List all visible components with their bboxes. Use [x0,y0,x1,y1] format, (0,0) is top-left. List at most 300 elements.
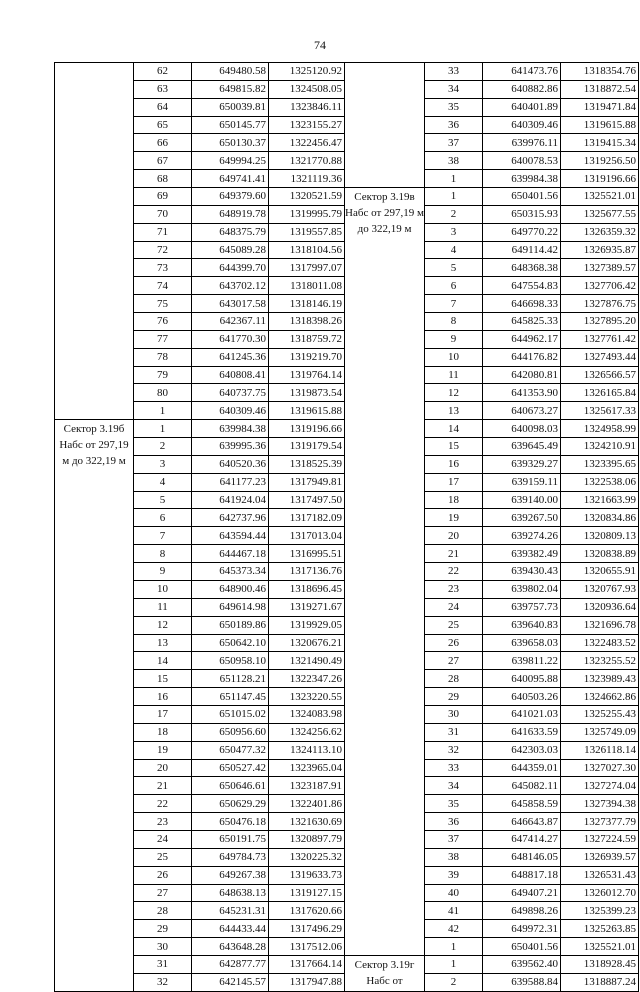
x-coordinate-cell: 648900.46 [192,580,269,598]
y-coordinate-cell: 1319557.85 [269,223,345,241]
x-coordinate-cell: 639757.73 [483,598,561,616]
point-number-cell: 19 [425,509,483,527]
point-number-cell: 70 [134,205,192,223]
point-number-cell: 1 [425,938,483,956]
x-coordinate-cell: 649741.41 [192,170,269,188]
x-coordinate-cell: 650629.29 [192,795,269,813]
y-coordinate-cell: 1317997.07 [269,259,345,277]
y-coordinate-cell: 1321490.49 [269,652,345,670]
point-number-cell: 15 [425,438,483,456]
x-coordinate-cell: 640309.46 [483,116,561,134]
point-number-cell: 34 [425,80,483,98]
y-coordinate-cell: 1324256.62 [269,723,345,741]
x-coordinate-cell: 639976.11 [483,134,561,152]
point-number-cell: 19 [134,741,192,759]
y-coordinate-cell: 1320521.59 [269,188,345,206]
x-coordinate-cell: 645825.33 [483,313,561,331]
point-number-cell: 25 [425,616,483,634]
x-coordinate-cell: 641353.90 [483,384,561,402]
x-coordinate-cell: 639640.83 [483,616,561,634]
x-coordinate-cell: 639811.22 [483,652,561,670]
x-coordinate-cell: 649784.73 [192,848,269,866]
point-number-cell: 10 [425,348,483,366]
x-coordinate-cell: 649267.38 [192,866,269,884]
point-number-cell: 33 [425,63,483,81]
x-coordinate-cell: 639802.04 [483,580,561,598]
point-number-cell: 26 [134,866,192,884]
x-coordinate-cell: 639329.27 [483,455,561,473]
sector-label: Сектор 3.19в Набс от 297,19 м до 322,19 м [345,188,425,956]
x-coordinate-cell: 640095.88 [483,670,561,688]
x-coordinate-cell: 649480.58 [192,63,269,81]
y-coordinate-cell: 1322456.47 [269,134,345,152]
x-coordinate-cell: 642080.81 [483,366,561,384]
x-coordinate-cell: 640503.26 [483,688,561,706]
point-number-cell: 24 [425,598,483,616]
point-number-cell: 2 [134,438,192,456]
point-number-cell: 77 [134,330,192,348]
point-number-cell: 36 [425,813,483,831]
x-coordinate-cell: 639645.49 [483,438,561,456]
point-number-cell: 29 [425,688,483,706]
point-number-cell: 15 [134,670,192,688]
point-number-cell: 1 [425,188,483,206]
x-coordinate-cell: 650642.10 [192,634,269,652]
point-number-cell: 2 [425,973,483,991]
y-coordinate-cell: 1327389.57 [561,259,639,277]
y-coordinate-cell: 1320834.86 [561,509,639,527]
y-coordinate-cell: 1326531.43 [561,866,639,884]
point-number-cell: 74 [134,277,192,295]
point-number-cell: 35 [425,98,483,116]
table-row [345,188,639,206]
x-coordinate-cell: 650145.77 [192,116,269,134]
x-coordinate-cell: 643594.44 [192,527,269,545]
y-coordinate-cell: 1320809.13 [561,527,639,545]
y-coordinate-cell: 1321663.99 [561,491,639,509]
point-number-cell: 12 [425,384,483,402]
y-coordinate-cell: 1319873.54 [269,384,345,402]
point-number-cell: 4 [425,241,483,259]
x-coordinate-cell: 650956.60 [192,723,269,741]
x-coordinate-cell: 639382.49 [483,545,561,563]
y-coordinate-cell: 1317664.14 [269,955,345,973]
point-number-cell: 5 [134,491,192,509]
x-coordinate-cell: 651147.45 [192,688,269,706]
y-coordinate-cell: 1319256.50 [561,152,639,170]
y-coordinate-cell: 1318759.72 [269,330,345,348]
x-coordinate-cell: 641473.76 [483,63,561,81]
table-row [55,63,345,81]
point-number-cell: 1 [134,402,192,420]
y-coordinate-cell: 1324113.10 [269,741,345,759]
x-coordinate-cell: 650315.93 [483,205,561,223]
y-coordinate-cell: 1325399.23 [561,902,639,920]
point-number-cell: 5 [425,259,483,277]
point-number-cell: 17 [425,473,483,491]
y-coordinate-cell: 1326359.32 [561,223,639,241]
point-number-cell: 69 [134,188,192,206]
x-coordinate-cell: 649407.21 [483,884,561,902]
point-number-cell: 14 [134,652,192,670]
point-number-cell: 22 [134,795,192,813]
y-coordinate-cell: 1317136.76 [269,563,345,581]
point-number-cell: 76 [134,313,192,331]
y-coordinate-cell: 1320838.89 [561,545,639,563]
point-number-cell: 1 [134,420,192,438]
x-coordinate-cell: 640673.27 [483,402,561,420]
y-coordinate-cell: 1322347.26 [269,670,345,688]
y-coordinate-cell: 1327895.20 [561,313,639,331]
point-number-cell: 26 [425,634,483,652]
point-number-cell: 42 [425,920,483,938]
y-coordinate-cell: 1324083.98 [269,705,345,723]
x-coordinate-cell: 644962.17 [483,330,561,348]
point-number-cell: 27 [134,884,192,902]
y-coordinate-cell: 1325617.33 [561,402,639,420]
y-coordinate-cell: 1327394.38 [561,795,639,813]
point-number-cell: 14 [425,420,483,438]
y-coordinate-cell: 1319764.14 [269,366,345,384]
point-number-cell: 73 [134,259,192,277]
x-coordinate-cell: 640401.89 [483,98,561,116]
x-coordinate-cell: 646698.33 [483,295,561,313]
x-coordinate-cell: 641177.23 [192,473,269,491]
y-coordinate-cell: 1321119.36 [269,170,345,188]
coordinates-table-left [54,62,345,992]
x-coordinate-cell: 643702.12 [192,277,269,295]
y-coordinate-cell: 1320897.79 [269,830,345,848]
point-number-cell: 78 [134,348,192,366]
x-coordinate-cell: 640882.86 [483,80,561,98]
y-coordinate-cell: 1320767.93 [561,580,639,598]
point-number-cell: 35 [425,795,483,813]
point-number-cell: 33 [425,759,483,777]
x-coordinate-cell: 644433.44 [192,920,269,938]
x-coordinate-cell: 640078.53 [483,152,561,170]
point-number-cell: 20 [134,759,192,777]
x-coordinate-cell: 647414.27 [483,830,561,848]
x-coordinate-cell: 640520.36 [192,455,269,473]
point-number-cell: 9 [134,563,192,581]
point-number-cell: 11 [425,366,483,384]
x-coordinate-cell: 639995.36 [192,438,269,456]
y-coordinate-cell: 1317013.04 [269,527,345,545]
point-number-cell: 39 [425,866,483,884]
x-coordinate-cell: 640737.75 [192,384,269,402]
x-coordinate-cell: 649815.82 [192,80,269,98]
point-number-cell: 34 [425,777,483,795]
y-coordinate-cell: 1323395.65 [561,455,639,473]
x-coordinate-cell: 644399.70 [192,259,269,277]
x-coordinate-cell: 650958.10 [192,652,269,670]
y-coordinate-cell: 1317496.29 [269,920,345,938]
x-coordinate-cell: 641770.30 [192,330,269,348]
x-coordinate-cell: 639562.40 [483,955,561,973]
y-coordinate-cell: 1326939.57 [561,848,639,866]
y-coordinate-cell: 1320936.64 [561,598,639,616]
x-coordinate-cell: 649770.22 [483,223,561,241]
table-row [55,420,345,438]
point-number-cell: 7 [425,295,483,313]
x-coordinate-cell: 649994.25 [192,152,269,170]
y-coordinate-cell: 1317947.88 [269,973,345,991]
y-coordinate-cell: 1319929.05 [269,616,345,634]
x-coordinate-cell: 639984.38 [192,420,269,438]
y-coordinate-cell: 1326566.57 [561,366,639,384]
y-coordinate-cell: 1325521.01 [561,938,639,956]
x-coordinate-cell: 644467.18 [192,545,269,563]
x-coordinate-cell: 642367.11 [192,313,269,331]
x-coordinate-cell: 650527.42 [192,759,269,777]
y-coordinate-cell: 1323187.91 [269,777,345,795]
y-coordinate-cell: 1325120.92 [269,63,345,81]
y-coordinate-cell: 1324958.99 [561,420,639,438]
x-coordinate-cell: 648146.05 [483,848,561,866]
point-number-cell: 6 [425,277,483,295]
x-coordinate-cell: 639588.84 [483,973,561,991]
y-coordinate-cell: 1322401.86 [269,795,345,813]
x-coordinate-cell: 641021.03 [483,705,561,723]
point-number-cell: 8 [425,313,483,331]
point-number-cell: 63 [134,80,192,98]
y-coordinate-cell: 1317512.06 [269,938,345,956]
x-coordinate-cell: 640098.03 [483,420,561,438]
y-coordinate-cell: 1318525.39 [269,455,345,473]
point-number-cell: 3 [425,223,483,241]
x-coordinate-cell: 649379.60 [192,188,269,206]
point-number-cell: 40 [425,884,483,902]
y-coordinate-cell: 1327027.30 [561,759,639,777]
point-number-cell: 38 [425,152,483,170]
y-coordinate-cell: 1323255.52 [561,652,639,670]
x-coordinate-cell: 650130.37 [192,134,269,152]
y-coordinate-cell: 1319179.54 [269,438,345,456]
x-coordinate-cell: 640309.46 [192,402,269,420]
x-coordinate-cell: 641245.36 [192,348,269,366]
y-coordinate-cell: 1322483.52 [561,634,639,652]
point-number-cell: 31 [425,723,483,741]
x-coordinate-cell: 642877.77 [192,955,269,973]
y-coordinate-cell: 1318928.45 [561,955,639,973]
point-number-cell: 18 [134,723,192,741]
point-number-cell: 17 [134,705,192,723]
point-number-cell: 16 [425,455,483,473]
x-coordinate-cell: 650039.81 [192,98,269,116]
y-coordinate-cell: 1321770.88 [269,152,345,170]
point-number-cell: 31 [134,955,192,973]
point-number-cell: 6 [134,509,192,527]
x-coordinate-cell: 643648.28 [192,938,269,956]
x-coordinate-cell: 639267.50 [483,509,561,527]
y-coordinate-cell: 1324662.86 [561,688,639,706]
point-number-cell: 65 [134,116,192,134]
y-coordinate-cell: 1326935.87 [561,241,639,259]
x-coordinate-cell: 639140.00 [483,491,561,509]
y-coordinate-cell: 1321696.78 [561,616,639,634]
point-number-cell: 28 [425,670,483,688]
x-coordinate-cell: 650477.32 [192,741,269,759]
y-coordinate-cell: 1327706.42 [561,277,639,295]
y-coordinate-cell: 1319196.66 [269,420,345,438]
point-number-cell: 23 [134,813,192,831]
point-number-cell: 18 [425,491,483,509]
y-coordinate-cell: 1323220.55 [269,688,345,706]
x-coordinate-cell: 648375.79 [192,223,269,241]
y-coordinate-cell: 1319615.88 [561,116,639,134]
point-number-cell: 72 [134,241,192,259]
point-number-cell: 21 [134,777,192,795]
x-coordinate-cell: 649614.98 [192,598,269,616]
y-coordinate-cell: 1320225.32 [269,848,345,866]
point-number-cell: 23 [425,580,483,598]
x-coordinate-cell: 650191.75 [192,830,269,848]
y-coordinate-cell: 1323155.27 [269,116,345,134]
sector-label: Сектор 3.19б Набс от 297,19 м до 322,19 м [55,420,134,992]
x-coordinate-cell: 645858.59 [483,795,561,813]
x-coordinate-cell: 642737.96 [192,509,269,527]
y-coordinate-cell: 1318104.56 [269,241,345,259]
point-number-cell: 71 [134,223,192,241]
point-number-cell: 75 [134,295,192,313]
point-number-cell: 25 [134,848,192,866]
y-coordinate-cell: 1318354.76 [561,63,639,81]
point-number-cell: 27 [425,652,483,670]
y-coordinate-cell: 1327493.44 [561,348,639,366]
y-coordinate-cell: 1319633.73 [269,866,345,884]
point-number-cell: 22 [425,563,483,581]
x-coordinate-cell: 640808.41 [192,366,269,384]
point-number-cell: 30 [134,938,192,956]
y-coordinate-cell: 1319995.79 [269,205,345,223]
y-coordinate-cell: 1319196.66 [561,170,639,188]
x-coordinate-cell: 641633.59 [483,723,561,741]
point-number-cell: 66 [134,134,192,152]
y-coordinate-cell: 1327876.75 [561,295,639,313]
point-number-cell: 20 [425,527,483,545]
point-number-cell: 37 [425,830,483,848]
x-coordinate-cell: 650476.18 [192,813,269,831]
y-coordinate-cell: 1319415.34 [561,134,639,152]
y-coordinate-cell: 1325255.43 [561,705,639,723]
y-coordinate-cell: 1326165.84 [561,384,639,402]
y-coordinate-cell: 1325749.09 [561,723,639,741]
y-coordinate-cell: 1319219.70 [269,348,345,366]
y-coordinate-cell: 1318887.24 [561,973,639,991]
y-coordinate-cell: 1318011.08 [269,277,345,295]
x-coordinate-cell: 639658.03 [483,634,561,652]
point-number-cell: 62 [134,63,192,81]
x-coordinate-cell: 651015.02 [192,705,269,723]
y-coordinate-cell: 1323989.43 [561,670,639,688]
table-row [345,955,639,973]
point-number-cell: 8 [134,545,192,563]
point-number-cell: 79 [134,366,192,384]
point-number-cell: 37 [425,134,483,152]
x-coordinate-cell: 641924.04 [192,491,269,509]
x-coordinate-cell: 644359.01 [483,759,561,777]
x-coordinate-cell: 651128.21 [192,670,269,688]
y-coordinate-cell: 1318146.19 [269,295,345,313]
y-coordinate-cell: 1318696.45 [269,580,345,598]
point-number-cell: 13 [425,402,483,420]
sector-label: Сектор 3.19г Набс от [345,955,425,991]
y-coordinate-cell: 1319127.15 [269,884,345,902]
x-coordinate-cell: 648817.18 [483,866,561,884]
point-number-cell: 38 [425,848,483,866]
x-coordinate-cell: 649898.26 [483,902,561,920]
x-coordinate-cell: 645082.11 [483,777,561,795]
y-coordinate-cell: 1324210.91 [561,438,639,456]
y-coordinate-cell: 1317949.81 [269,473,345,491]
point-number-cell: 68 [134,170,192,188]
point-number-cell: 1 [425,170,483,188]
table-row [345,63,639,81]
x-coordinate-cell: 649972.31 [483,920,561,938]
y-coordinate-cell: 1318398.26 [269,313,345,331]
x-coordinate-cell: 646643.87 [483,813,561,831]
x-coordinate-cell: 644176.82 [483,348,561,366]
point-number-cell: 10 [134,580,192,598]
sector-label [345,63,425,188]
y-coordinate-cell: 1325263.85 [561,920,639,938]
x-coordinate-cell: 645089.28 [192,241,269,259]
x-coordinate-cell: 648919.78 [192,205,269,223]
x-coordinate-cell: 642303.03 [483,741,561,759]
x-coordinate-cell: 639430.43 [483,563,561,581]
point-number-cell: 32 [425,741,483,759]
x-coordinate-cell: 642145.57 [192,973,269,991]
y-coordinate-cell: 1325677.55 [561,205,639,223]
x-coordinate-cell: 650401.56 [483,188,561,206]
y-coordinate-cell: 1327761.42 [561,330,639,348]
page-number: 74 [314,38,326,52]
point-number-cell: 4 [134,473,192,491]
point-number-cell: 29 [134,920,192,938]
y-coordinate-cell: 1326118.14 [561,741,639,759]
x-coordinate-cell: 650189.86 [192,616,269,634]
coordinates-table-right [344,62,639,992]
point-number-cell: 1 [425,955,483,973]
point-number-cell: 11 [134,598,192,616]
y-coordinate-cell: 1324508.05 [269,80,345,98]
point-number-cell: 64 [134,98,192,116]
x-coordinate-cell: 643017.58 [192,295,269,313]
x-coordinate-cell: 639159.11 [483,473,561,491]
point-number-cell: 7 [134,527,192,545]
y-coordinate-cell: 1319615.88 [269,402,345,420]
point-number-cell: 2 [425,205,483,223]
y-coordinate-cell: 1317497.50 [269,491,345,509]
point-number-cell: 80 [134,384,192,402]
y-coordinate-cell: 1327224.59 [561,830,639,848]
point-number-cell: 13 [134,634,192,652]
y-coordinate-cell: 1321630.69 [269,813,345,831]
y-coordinate-cell: 1317620.66 [269,902,345,920]
x-coordinate-cell: 647554.83 [483,277,561,295]
y-coordinate-cell: 1319271.67 [269,598,345,616]
point-number-cell: 12 [134,616,192,634]
y-coordinate-cell: 1316995.51 [269,545,345,563]
y-coordinate-cell: 1323965.04 [269,759,345,777]
y-coordinate-cell: 1323846.11 [269,98,345,116]
x-coordinate-cell: 650646.61 [192,777,269,795]
x-coordinate-cell: 648368.38 [483,259,561,277]
point-number-cell: 28 [134,902,192,920]
point-number-cell: 32 [134,973,192,991]
y-coordinate-cell: 1326012.70 [561,884,639,902]
point-number-cell: 3 [134,455,192,473]
